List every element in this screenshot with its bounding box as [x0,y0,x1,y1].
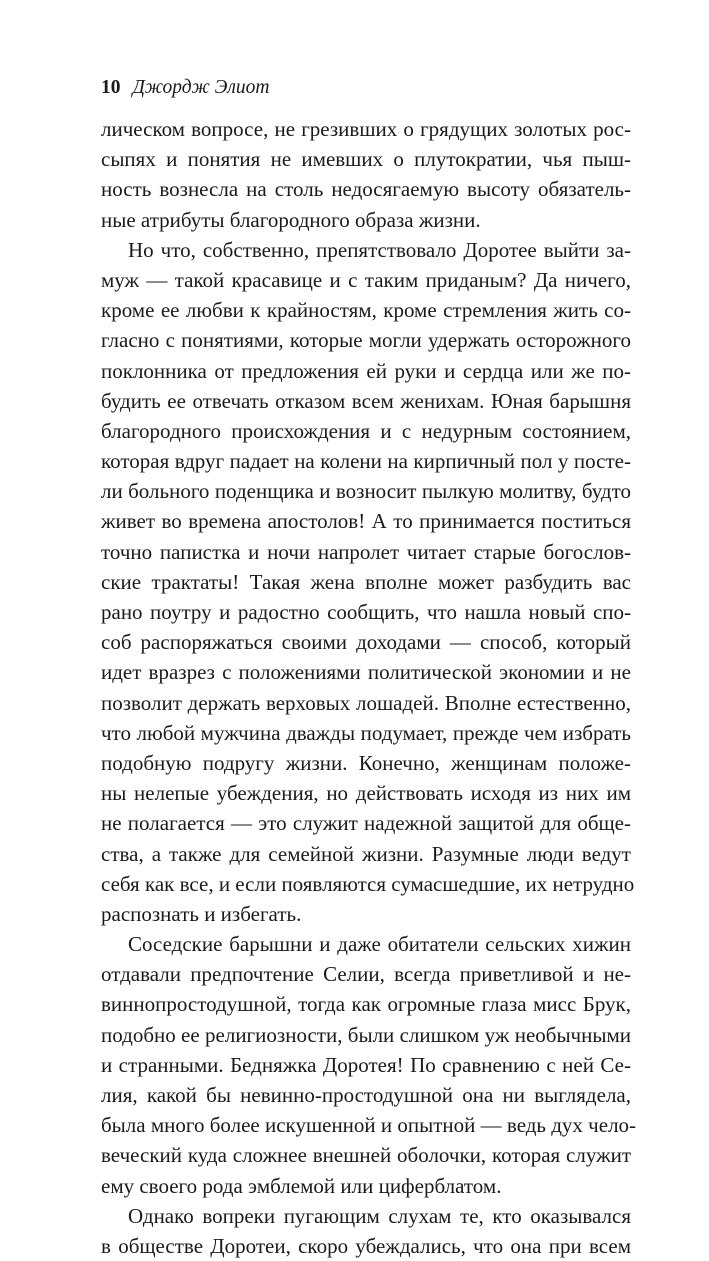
text-line: виннопростодушной, тогда как огромные глаза мисс Брук, [101,992,631,1017]
text-line: соб распоряжаться своими доходами — способ, который [101,630,631,655]
text-line: Но что, собственно, препятствовало Доротее выйти за- [128,237,631,262]
text-line: рано поутру и радостно сообщить, что нашла новый спо- [101,600,631,624]
text-line: себя как все, и если появляются сумасшедшие, их нетрудно [101,871,635,896]
text-line: веческий куда сложнее внешней оболочки, которая служит [101,1143,631,1168]
text-line: ные атрибуты благородного образа жизни. [101,207,481,232]
text-line: ли больного поденщика и возносит пылкую молитву, будто [101,479,631,504]
running-head-author: Джордж Элиот [132,77,270,98]
text-line: точно папистка и ночи напролет читает старые богослов- [101,539,631,564]
text-line: что любой мужчина дважды подумает, прежде чем избрать [101,720,631,745]
text-line: сыпях и понятия не имевших о плутократии, чья пыш- [101,147,631,172]
body-text [101,114,637,1261]
text-line: Однако вопреки пугающим слухам те, кто оказывался [128,1203,631,1228]
text-line: гласно с понятиями, которые могли удержать осторожного [101,328,631,353]
text-line: была много более искушенной и опытной — ведь дух чело- [101,1113,637,1138]
text-line: лическом вопросе, не грезивших о грядущих золотых рос- [101,117,631,141]
page-number: 10 [101,77,121,98]
text-line: подобную подругу жизни. Конечно, женщинам положе- [101,750,631,775]
text-line: и странными. Бедняжка Доротея! По сравнению с ней Се- [101,1052,631,1077]
text-line: ства, а также для семейной жизни. Разумные люди ведут [101,841,631,866]
text-line: муж — такой красавице и с таким приданым? Да ничего, [101,267,631,292]
text-line: кроме ее любви к крайностям, кроме стремления жить со- [101,298,631,323]
text-line: будить ее отвечать отказом всем женихам. Юная барышня [101,388,631,413]
text-line: поклонника от предложения ей руки и сердца или же по- [101,358,631,383]
text-line: распознать и избегать. [101,901,302,926]
text-line: ны нелепые убеждения, но действовать исходя из них им [101,781,631,806]
text-line: в обществе Доротеи, скоро убеждались, что она при всем [101,1233,631,1258]
text-line: лия, какой бы невинно-простодушной она ни выглядела, [101,1083,631,1107]
text-line: идет вразрез с положениями политической экономии и не [101,660,631,685]
text-line: живет во времена апостолов! А то принимается поститься [101,509,631,534]
text-line: которая вдруг падает на колени на кирпичный пол у посте- [101,449,631,474]
text-line: благородного происхождения и с недурным состоянием, [101,418,631,443]
text-line: ские трактаты! Такая жена вполне может разбудить вас [101,569,631,594]
running-head [101,76,269,100]
text-line: позволит держать верховых лошадей. Вполне естественно, [101,690,631,715]
text-line: Соседские барышни и даже обитатели сельских хижин [128,932,631,957]
text-line: подобно ее религиозности, были слишком уж необычными [101,1022,631,1047]
text-line: не полагается — это служит надежной защитой для обще- [101,811,631,836]
text-line: ность вознесла на столь недосягаемую высоту обязатель- [101,177,631,202]
text-line: ему своего рода эмблемой или циферблатом. [101,1173,502,1198]
text-line: отдавали предпочтение Селии, всегда приветливой и не- [101,962,631,987]
